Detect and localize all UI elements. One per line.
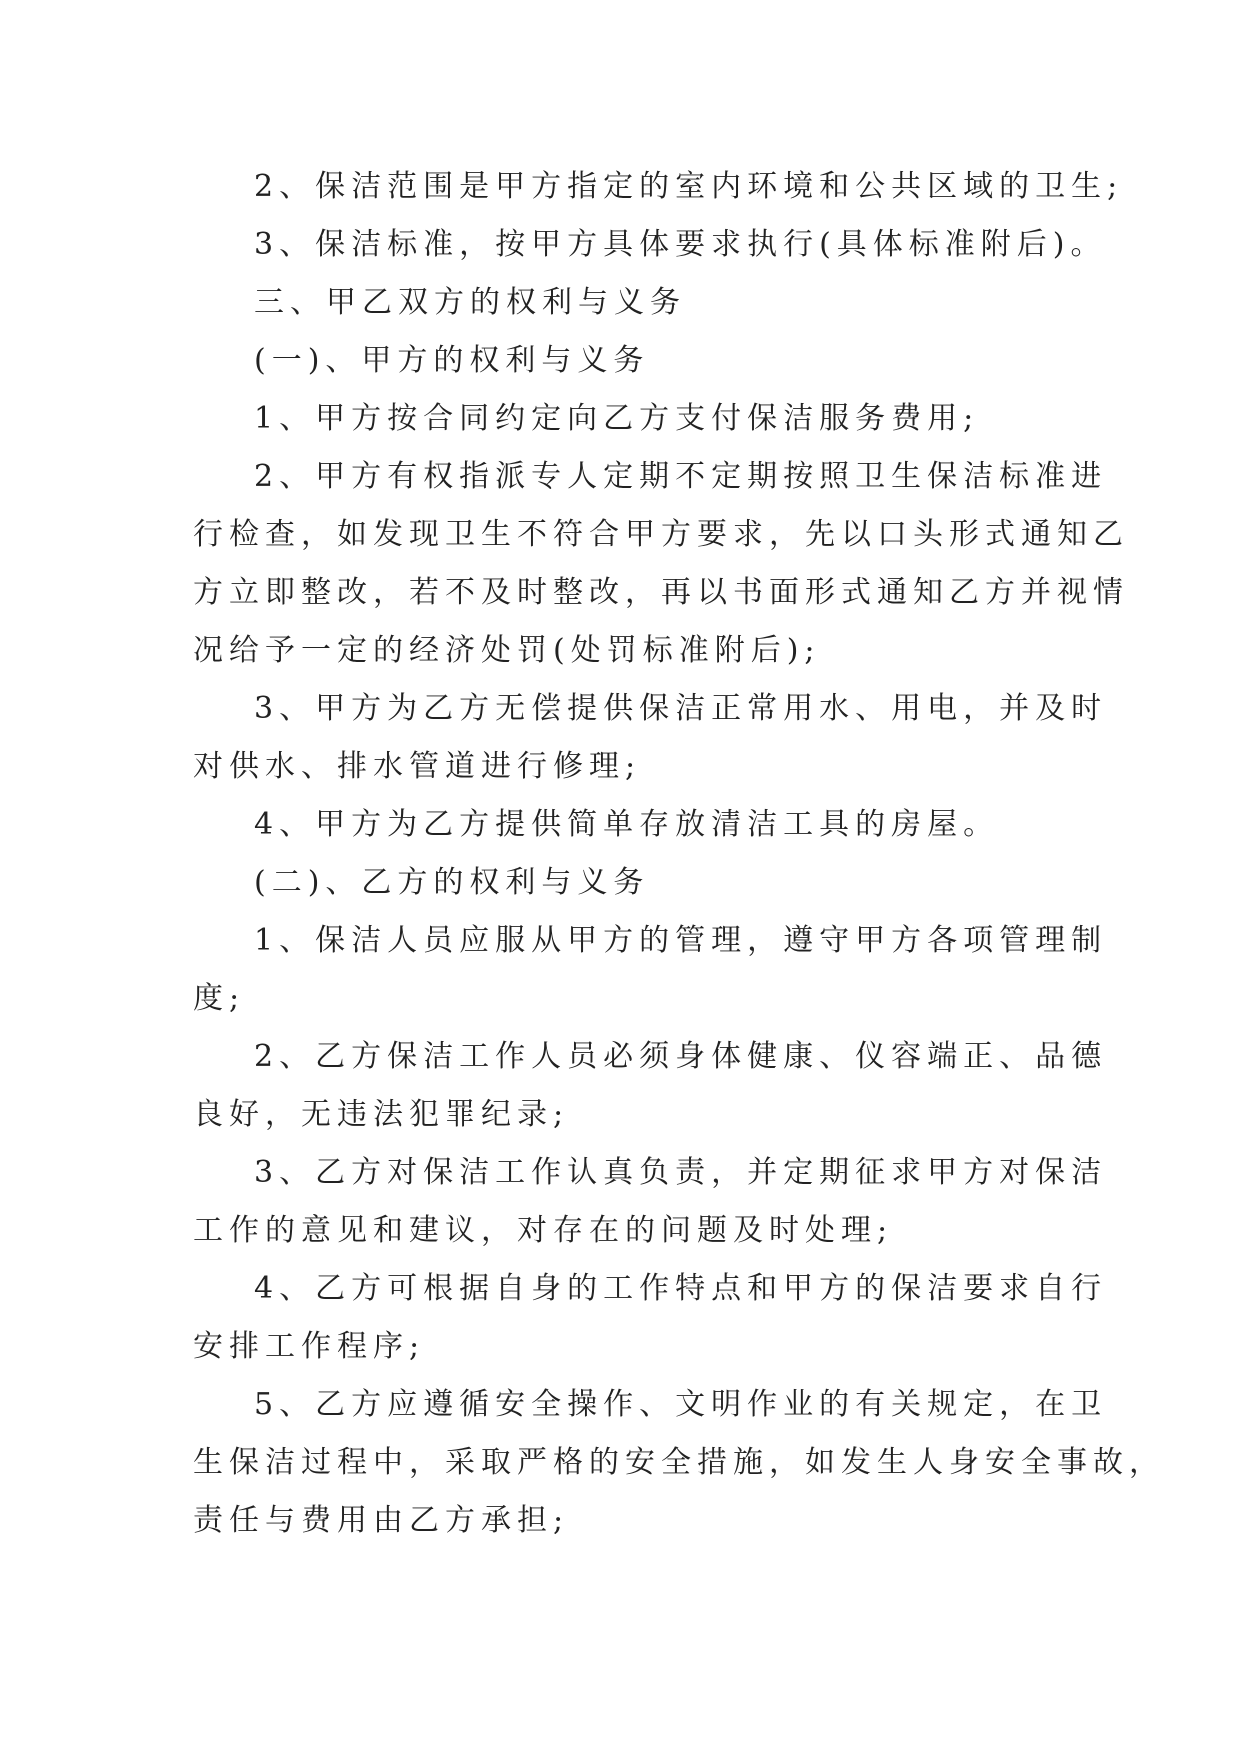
text-line: 3、甲方为乙方无偿提供保洁正常用水、用电，并及时 — [254, 691, 1108, 726]
text-line: 况给予一定的经济处罚(处罚标准附后); — [193, 633, 821, 668]
text-line: 责任与费用由乙方承担; — [193, 1503, 570, 1538]
text-line: 生保洁过程中，采取严格的安全措施，如发生人身安全事故， — [193, 1445, 1165, 1480]
text-line: 4、乙方可根据自身的工作特点和甲方的保洁要求自行 — [254, 1271, 1108, 1306]
text-line: 4、甲方为乙方提供简单存放清洁工具的房屋。 — [254, 807, 1000, 842]
document-body — [193, 158, 1165, 1550]
text-line: 工作的意见和建议，对存在的问题及时处理; — [193, 1213, 894, 1248]
subsection-heading: (二)、乙方的权利与义务 — [254, 865, 650, 900]
text-line: 良好，无违法犯罪纪录; — [193, 1097, 570, 1132]
text-line: 行检查，如发现卫生不符合甲方要求，先以口头形式通知乙 — [193, 517, 1129, 552]
text-line: 3、保洁标准，按甲方具体要求执行(具体标准附后)。 — [254, 227, 1107, 262]
text-line: 3、乙方对保洁工作认真负责，并定期征求甲方对保洁 — [254, 1155, 1108, 1190]
text-line: 对供水、排水管道进行修理; — [193, 749, 642, 784]
text-line: 1、甲方按合同约定向乙方支付保洁服务费用; — [254, 401, 980, 436]
text-line: 2、乙方保洁工作人员必须身体健康、仪容端正、品德 — [254, 1039, 1108, 1074]
subsection-heading: (一)、甲方的权利与义务 — [254, 343, 650, 378]
text-line: 安排工作程序; — [193, 1329, 426, 1364]
text-line: 1、保洁人员应服从甲方的管理，遵守甲方各项管理制 — [254, 923, 1108, 958]
text-line: 度; — [193, 981, 246, 1016]
text-line: 2、甲方有权指派专人定期不定期按照卫生保洁标准进 — [254, 459, 1108, 494]
text-line: 方立即整改，若不及时整改，再以书面形式通知乙方并视情 — [193, 575, 1129, 610]
text-line: 5、乙方应遵循安全操作、文明作业的有关规定，在卫 — [254, 1387, 1108, 1422]
section-heading: 三、甲乙双方的权利与义务 — [254, 285, 686, 320]
text-line: 2、保洁范围是甲方指定的室内环境和公共区域的卫生; — [254, 169, 1124, 204]
